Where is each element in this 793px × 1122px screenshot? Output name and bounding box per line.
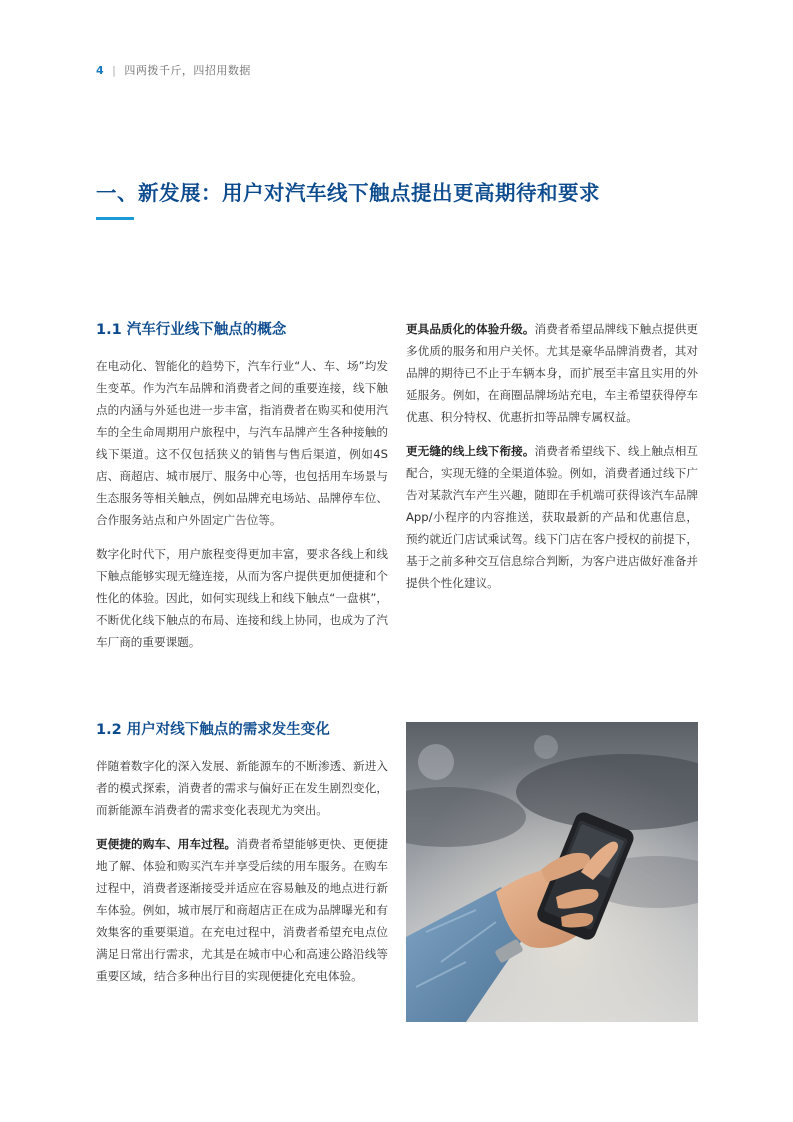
section-1-2-paragraph-1: 伴随着数字化的深入发展、新能源车的不断渗透、新进入者的模式探索，消费者的需求与偏好正在发生剧烈变化，而新能源车消费者的需求变化表现尤为突出。 — [96, 759, 388, 817]
section-1-2 — [96, 718, 388, 999]
section-1-1 — [96, 318, 388, 665]
section-1-1-title: 1.1 汽车行业线下触点的概念 — [96, 322, 287, 338]
page-number: 4 — [96, 63, 105, 77]
omnichannel-lead: 更无缝的线上线下衔接。 — [406, 444, 535, 458]
page-header — [96, 62, 251, 78]
section-1-1-continued — [406, 318, 698, 606]
header-doc-title: 四两拨千斤，四招用数据 — [124, 64, 251, 77]
section-1-1-paragraph-1: 在电动化、智能化的趋势下，汽车行业“人、车、场”均发生变革。作为汽车品牌和消费者之间的重要连接，线下触点的内涵与外延也进一步丰富，指消费者在购买和使用汽车的全生命周期用户旅程中，与汽车品牌产生各种接触的线下渠道。这不仅包括狭义的销售与售后渠道，例如4S店、商超店、城市展厅、服务中心等，也包括用车场景与生态服务等相关触点，例如品牌充电场站、品牌停车位、合作服务站点和户外固定广告位等。 — [96, 359, 388, 527]
quality-upgrade-paragraph — [406, 318, 698, 428]
convenience-text: 消费者希望能够更快、更便捷地了解、体验和购买汽车并享受后续的用车服务。在购车过程中，消费者逐渐接受并适应在容易触及的地点进行新车体验。例如，城市展厅和商超店正在成为品牌曝光和有效集客的重要渠道。在充电过程中，消费者希望充电点位满足日常出行需求，尤其是在城市中心和高速公路沿线等重要区域，结合多种出行目的实现便捷化充电体验。 — [96, 837, 388, 983]
omnichannel-text: 消费者希望线下、线上触点相互配合，实现无缝的全渠道体验。例如，消费者通过线下广告对某款汽车产生兴趣，随即在手机端可获得该汽车品牌App/小程序的内容推送，获取最新的产品和优惠信息，预约就近门店试乘试驾。线下门店在客户授权的前提下，基于之前多种交互信息综合判断，为客户进店做好准备并提供个性化建议。 — [406, 444, 698, 590]
title-underline — [96, 217, 134, 220]
convenience-lead: 更便捷的购车、用车过程。 — [96, 837, 237, 851]
section-1-1-paragraph-2: 数字化时代下，用户旅程变得更加丰富，要求各线上和线下触点能够实现无缝连接，从而为客户提供更加便捷和个性化的体验。因此，如何实现线上和线下触点“一盘棋”，不断优化线下触点的布局、连接和线上协同，也成为了汽车厂商的重要课题。 — [96, 547, 388, 649]
convenience-paragraph — [96, 833, 388, 987]
section-1-2-title: 1.2 用户对线下触点的需求发生变化 — [96, 722, 330, 738]
quality-upgrade-text: 消费者希望品牌线下触点提供更多优质的服务和用户关怀。尤其是豪华品牌消费者，其对品牌的期待已不止于车辆本身，而扩展至丰富且实用的外延服务。例如，在商圈品牌场站充电，车主希望获得停车优惠、积分特权、优惠折扣等品牌专属权益。 — [406, 322, 698, 424]
header-separator: | — [112, 63, 117, 77]
omnichannel-paragraph — [406, 440, 698, 594]
main-title: 一、新发展：用户对汽车线下触点提出更高期待和要求 — [96, 181, 600, 205]
hand-holding-phone-photo — [406, 722, 698, 1022]
quality-upgrade-lead: 更具品质化的体验升级。 — [406, 322, 535, 336]
